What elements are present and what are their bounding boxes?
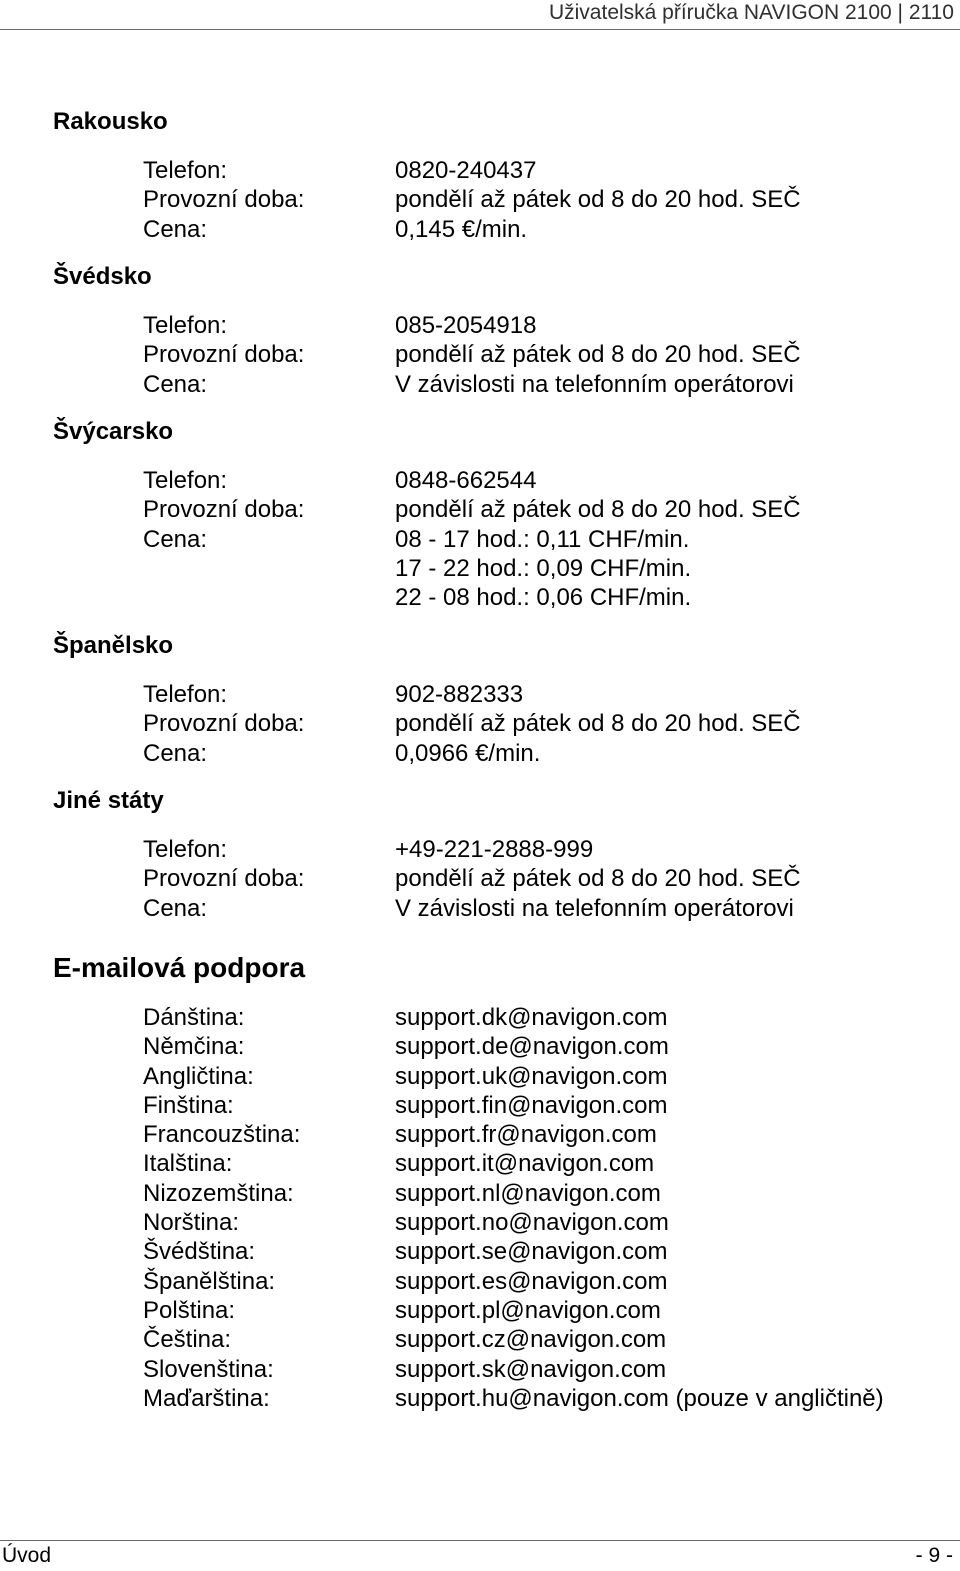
info-label: Provozní doba: <box>143 865 305 893</box>
footer-section-title: Úvod <box>2 1544 52 1567</box>
info-row <box>143 370 943 399</box>
info-row <box>143 495 943 524</box>
info-label: Cena: <box>143 525 208 553</box>
email-address[interactable]: support.it@navigon.com <box>395 1150 655 1178</box>
info-label: Cena: <box>143 215 208 243</box>
info-value: pondělí až pátek od 8 do 20 hod. SEČ <box>395 496 801 524</box>
language-label: Španělština: <box>143 1267 276 1295</box>
email-support-heading: E-mailová podpora <box>53 952 306 983</box>
info-value: pondělí až pátek od 8 do 20 hod. SEČ <box>395 186 801 214</box>
contact-block-jine-staty <box>143 835 943 923</box>
language-label: Čeština: <box>143 1326 232 1354</box>
email-address[interactable]: support.fin@navigon.com <box>395 1091 668 1119</box>
info-label: Provozní doba: <box>143 496 305 524</box>
language-label: Slovenština: <box>143 1355 274 1383</box>
email-row <box>143 1091 943 1120</box>
email-row <box>143 1296 943 1325</box>
info-row <box>143 466 943 495</box>
info-label: Telefon: <box>143 157 228 184</box>
country-heading-svycarsko: Švýcarsko <box>53 418 174 445</box>
email-row <box>143 1237 943 1266</box>
footer-divider <box>0 1540 960 1541</box>
info-label: Provozní doba: <box>143 186 305 214</box>
email-address[interactable]: support.pl@navigon.com <box>395 1296 661 1324</box>
info-value: pondělí až pátek od 8 do 20 hod. SEČ <box>395 710 801 738</box>
country-heading-jine-staty: Jiné státy <box>53 787 164 814</box>
info-row <box>143 894 943 923</box>
language-label: Angličtina: <box>143 1062 254 1090</box>
phone-number: 085-2054918 <box>395 312 537 339</box>
language-label: Polština: <box>143 1296 236 1324</box>
info-value: V závislosti na telefonním operátorovi <box>395 894 794 922</box>
contact-block-svedsko <box>143 311 943 399</box>
phone-number: 0820-240437 <box>395 157 537 184</box>
email-row <box>143 1325 943 1354</box>
phone-number: +49-221-2888-999 <box>395 836 594 863</box>
email-row <box>143 1384 943 1413</box>
info-row <box>143 156 943 185</box>
phone-number: 0848-662544 <box>395 467 537 494</box>
info-label: Provozní doba: <box>143 341 305 369</box>
language-label: Švédština: <box>143 1238 256 1266</box>
country-heading-svedsko: Švédsko <box>53 263 152 290</box>
email-address[interactable]: support.cz@navigon.com <box>395 1326 667 1354</box>
email-row <box>143 1208 943 1237</box>
email-address[interactable]: support.dk@navigon.com <box>395 1004 668 1031</box>
email-address[interactable]: support.sk@navigon.com <box>395 1355 667 1383</box>
email-address[interactable]: support.uk@navigon.com <box>395 1062 668 1090</box>
language-label: Finština: <box>143 1091 234 1119</box>
info-label: Telefon: <box>143 467 228 494</box>
info-value: 22 - 08 hod.: 0,06 CHF/min. <box>395 584 692 612</box>
email-address[interactable]: support.hu@navigon.com (pouze v angličtině) <box>395 1384 884 1412</box>
contact-block-spanelsko <box>143 680 943 768</box>
info-value: pondělí až pátek od 8 do 20 hod. SEČ <box>395 865 801 893</box>
country-heading-spanelsko: Španělsko <box>53 632 174 659</box>
language-label: Italština: <box>143 1150 233 1178</box>
email-row <box>143 1120 943 1149</box>
info-row <box>143 554 943 583</box>
info-label: Telefon: <box>143 681 228 708</box>
info-value: 0,0966 €/min. <box>395 739 541 767</box>
email-row <box>143 1032 943 1061</box>
info-row <box>143 680 943 709</box>
email-row <box>143 1355 943 1384</box>
language-label: Norština: <box>143 1209 240 1237</box>
email-address[interactable]: support.se@navigon.com <box>395 1238 668 1266</box>
contact-block-rakousko <box>143 156 943 244</box>
info-label: Cena: <box>143 894 208 922</box>
email-row <box>143 1179 943 1208</box>
header-divider <box>0 29 960 30</box>
info-value: 08 - 17 hod.: 0,11 CHF/min. <box>395 525 690 553</box>
info-label: Cena: <box>143 739 208 767</box>
info-row <box>143 709 943 738</box>
email-row <box>143 1003 943 1032</box>
info-value: 17 - 22 hod.: 0,09 CHF/min. <box>395 554 692 582</box>
email-support-list <box>143 1003 943 1413</box>
info-row <box>143 340 943 369</box>
contact-block-svycarsko <box>143 466 943 612</box>
country-heading-rakousko: Rakousko <box>53 108 168 135</box>
info-row <box>143 525 943 554</box>
info-row <box>143 835 943 864</box>
email-row <box>143 1062 943 1091</box>
info-value: V závislosti na telefonním operátorovi <box>395 370 794 398</box>
email-row <box>143 1149 943 1178</box>
language-label: Dánština: <box>143 1004 245 1031</box>
info-row <box>143 215 943 244</box>
email-address[interactable]: support.nl@navigon.com <box>395 1179 661 1207</box>
info-value: 0,145 €/min. <box>395 215 528 243</box>
info-label: Telefon: <box>143 836 228 863</box>
page-number: - 9 - <box>915 1544 953 1567</box>
phone-number: 902-882333 <box>395 681 524 708</box>
email-address[interactable]: support.no@navigon.com <box>395 1209 669 1237</box>
info-label: Telefon: <box>143 312 228 339</box>
email-address[interactable]: support.es@navigon.com <box>395 1267 668 1295</box>
language-label: Nizozemština: <box>143 1179 294 1207</box>
info-row <box>143 185 943 214</box>
info-row <box>143 311 943 340</box>
info-row <box>143 739 943 768</box>
language-label: Francouzština: <box>143 1121 301 1149</box>
language-label: Němčina: <box>143 1033 245 1061</box>
info-value: pondělí až pátek od 8 do 20 hod. SEČ <box>395 341 801 369</box>
email-address[interactable]: support.de@navigon.com <box>395 1033 669 1061</box>
info-row <box>143 864 943 893</box>
email-row <box>143 1267 943 1296</box>
info-label: Provozní doba: <box>143 710 305 738</box>
language-label: Maďarština: <box>143 1384 270 1412</box>
info-label: Cena: <box>143 370 208 398</box>
header-title: Uživatelská příručka NAVIGON 2100 | 2110 <box>548 1 954 24</box>
info-row <box>143 583 943 612</box>
email-address[interactable]: support.fr@navigon.com <box>395 1121 657 1149</box>
